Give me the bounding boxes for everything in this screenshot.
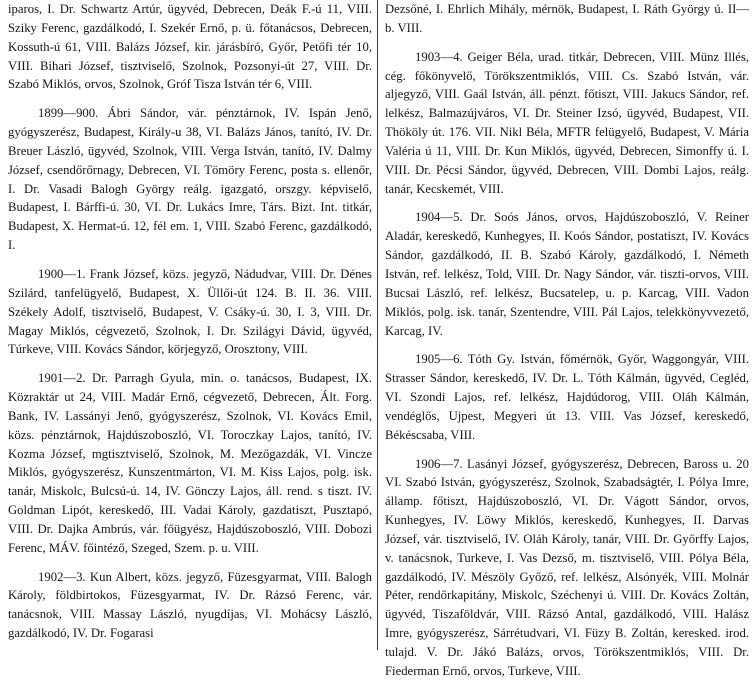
- entry-paragraph: 1904—5. Dr. Soós János, orvos, Hajdúszoboszló, V. Reiner Aladár, kereskedő, Kunhegyes, II. Koós Sándor, postatiszt, IV. Kovács Sándor, gazdálkodó, II. B. Szabó Károly, gazdálkodó, I. Németh István, ref. lelkész, Told, VIII. Dr. Nagy Sándor, vár. tiszti-orvos, VIII. Bucsai László, ref. lelkész, Bucsatelep, u. p. Karcag, VIII. Vadon Miklós, polg. isk. tanár, Szentendre, VIII. Pál Lajos, telekkönyvvezető, Karcag, IV.: [385, 210, 749, 338]
- entry-paragraph: 1905—6. Tóth Gy. István, főmérnök, Győr, Waggongyár, VIII. Strasser Sándor, kereskedő, IV. Dr. L. Tóth Kálmán, ügyvéd, Cegléd, VI. Szondi Lajos, ref. lelkész, Hajdúdorog, VIII. Oláh Kálmán, vendéglős, Ujpest, Megyeri út 13. VIII. Vas József, kereskedő, Békéscsaba, VIII.: [385, 352, 749, 442]
- entry-paragraph: 1899—900. Ábri Sándor, vár. pénztárnok, IV. Ispán Jenő, gyógyszerész, Budapest, Király-u 38, VI. Balázs János, tanító, IV. Dr. Breuer László, ügyvéd, Szolnok, VIII. Verga István, tanító, IV. Dalmy József, csendőrőrnagy, Debrecen, VI. Tömöry Ferenc, posta s. ellenőr, I. Dr. Vasadi Balogh György reálg. igazgató, orszgy. képviselő, Budapest, I. Bárffi-ú. 30, VI. Dr. Lukács Imre, Társ. Bizt. Int. titkár, Budapest, X. Hermat-ú. 12, fél em. 1, VIII. Szabó Ferenc, gazdálkodó, I.: [8, 106, 372, 253]
- right-column: [385, 0, 749, 691]
- entry-paragraph: 1903—4. Geiger Béla, urad. titkár, Debrecen, VIII. Münz Illés, cég. főkönyvelő, Törökszentmiklós, VIII. Cs. Szabó István, vár. aljegyző, VIII. Gaál István, áll. pénzt. főtiszt, VIII. Jakucs Sándor, ref. lelkész, Balmazújváros, VI. Dr. Steiner Izsó, ügyvéd, Budapest, VII. Thököly út. 176. VII. Nikl Béla, MFTR felügyelő, Budapest, V. Mária Valéria ú 11, VIII. Dr. Kun Miklós, ügyvéd, Debrecen, Simonffy ú. I. VIII. Dr. Pécsi Sándor, ügyvéd, Debrecen, VIII. Dombi Lajos, reálg. tanár, Kecskemét, VIII.: [385, 49, 749, 196]
- entry-paragraph: 1900—1. Frank József, közs. jegyző, Nádudvar, VIII. Dr. Dénes Szilárd, tanfelügyelő, Budapest, X. Üllői-út 124. B. II. 36. VIII. Székely Adolf, tisztviselő, Budapest, V. Csáky-ú. 30, I. 3, VIII. Dr. Magay Miklós, cégvezető, Szolnok, I. Dr. Szilágyi Dávid, ügyvéd, Túrkeve, VIII. Kovács Sándor, körjegyző, Orosztony, VIII.: [8, 266, 372, 357]
- column-divider: [377, 0, 378, 650]
- entry-paragraph: 1901—2. Dr. Parragh Gyula, min. o. tanácsos, Budapest, IX. Közraktár ut 24, VIII. Madár Ernő, cégvezető, Debrecen, Ált. Forg. Bank, IV. Lassányi Jenő, gyógyszerész, Szolnok, VI. Kovács Emil, közs. pénztárnok, Hajdúszoboszló, VI. Toroczkay Lajos, tanító, IV. Kozma József, mgtisztviselő, Szolnok, M. Mezőgazdák, VI. Vincze Miklós, gyógyszerész, Kunszentmárton, VI. M. Kiss Lajos, polg. isk. tanár, Miskolc, Bulcsú-ú. 14, IV. Gönczy Lajos, áll. rend. s tiszt. IV. Goldman Lipót, kereskedő, III. Vadai Károly, gazdatiszt, Pusztapó, VIII. Dr. Dajka Ambrús, vár. főügyész, Hajdúszoboszló, VIII. Dobozi Ferenc, MÁV. főintéző, Szeged, Szem. p. u. VIII.: [8, 371, 372, 555]
- entry-paragraph: 1906—7. Lasányi József, gyógyszerész, Debrecen, Baross u. 20 VI. Szabó István, gyógyszerész, Szolnok, Szabadságtér, I. Pólya Imre, államp. főtiszt, Hajdúszoboszló, VI. Dr. Vágott Sándor, orvos, Kunhegyes, IV. Löwy Miklós, kereskedő, Kunhegyes, II. Darvas József, vár. tisztviselő, IV. Oláh Károly, tanár, VIII. Dr. Győrffy Lajos, v. tanácsnok, Turkeve, I. Vas Dezső, m. tisztviselő, VIII. Pólya Béla, gazdálkodó, IV. Mészöly Győző, ref. lelkész, Alsónyék, VIII. Molnár Péter, rendőrkapitány, Miskolc, Széchenyi ú. VIII. Dr. Kovács Zoltán, ügyvéd, Tiszaföldvár, VIII. Rázsó Antal, gazdálkodó, VIII. Halász Imre, gyógyszerész, Sárrétudvari, VI. Füzy B. Zoltán, keresked. irod. tulajd. V. Dr. Jákó Balázs, orvos, Törökszentmiklós, VIII. Dr. Fiederman Ernő, orvos, Turkeve, VIII.: [385, 456, 749, 678]
- entry-paragraph: 1902—3. Kun Albert, közs. jegyző, Füzesgyarmat, VIII. Balogh Károly, földbirtokos, Füzesgyarmat, IV. Dr. Rázsó Ferenc, vár. tanácsnok, VIII. Massay László, nyugdíjas, VI. Mohácsy László, gazdálkodó, IV. Dr. Fogarasi: [8, 569, 372, 641]
- entry-paragraph: Dezsőné, I. Ehrlich Mihály, mérnök, Budapest, I. Ráth György ú. II—b. VIII.: [385, 2, 749, 35]
- left-column: [8, 0, 372, 653]
- entry-paragraph: iparos, I. Dr. Schwartz Artúr, ügyvéd, Debrecen, Deák F.-ú 11, VIII. Sziky Ferenc, gazdálkodó, I. Szekér Ernő, p. ü. főtanácsos, Debrecen, Kossuth-ú 61, VIII. Balázs József, kir. járásbíró, Győr, Petőfi tér 10, VIII. Bihari József, tisztviselő, Szolnok, Pozsonyi-út 27, VIII. Dr. Szabó Miklós, orvos, Szolnok, Gróf Tisza István tér 6, VIII.: [8, 2, 372, 92]
